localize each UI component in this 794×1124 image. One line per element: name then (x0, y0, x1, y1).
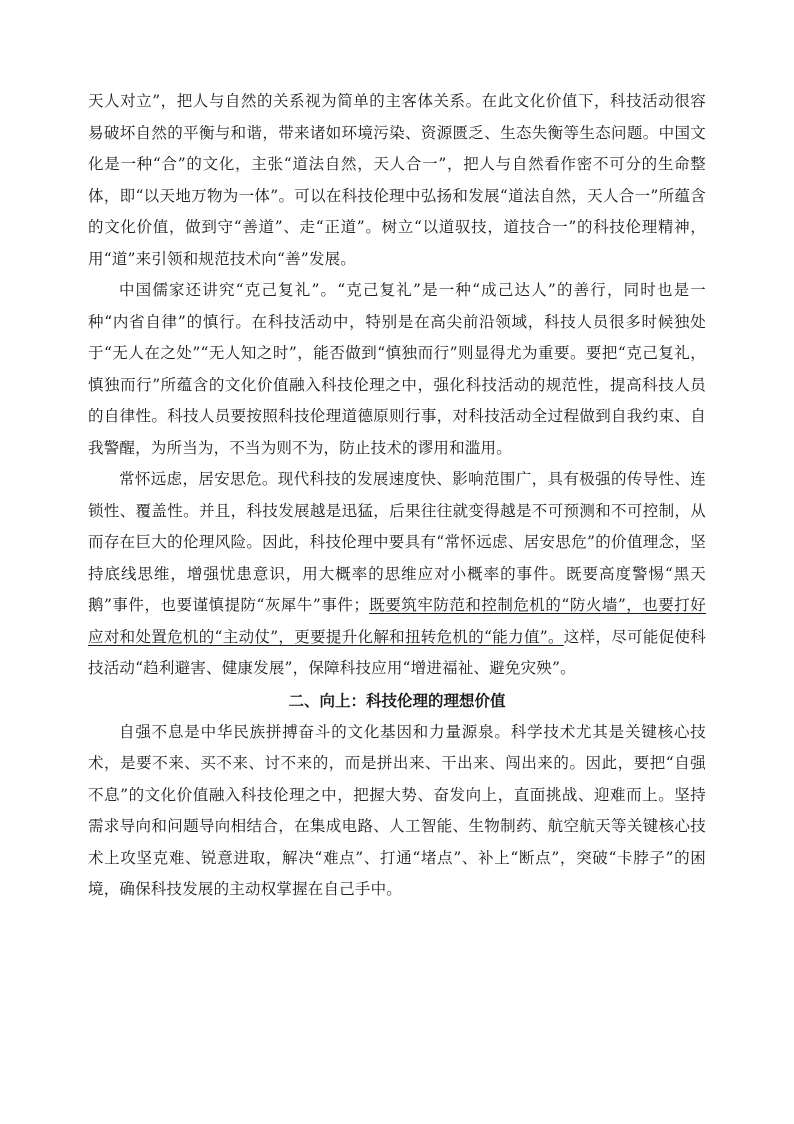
paragraph-3-underlined-text: 既要筑牢防范和控制危机的“防火墙”，也要打好应对和处置危机的“主动仗”，更要提升化解和扭转危机的“能力值”。 (88, 596, 707, 646)
paragraph-3-text-a: 常怀远虑，居安思危。现代科技的发展速度快、影响范围广，具有极强的传导性、连锁性、覆盖性。并且，科技发展越是迅猛，后果往往就变得越是不可预测和不可控制，从而存在巨大的伦理风险。因此，科技伦理中要具有“常怀远虑、居安思危”的价值理念，坚持底线思维，增强忧患意识，用大概率的思维应对小概率的事件。既要高度警惕“黑天鹅”事件，也要谨慎提防“灰犀牛”事件； (88, 470, 706, 614)
section-heading: 二、向上：科技伦理的理想价值 (288, 691, 506, 710)
paragraph-2: 中国儒家还讲究“克己复礼”。“克己复礼”是一种“成己达人”的善行，同时也是一种“内省自律”的慎行。在科技活动中，特别是在高尖前沿领域，科技人员很多时候独处于“无人在之处”“无人知之时”，能否做到“慎独而行”则显得尤为重要。要把“克己复礼，慎独而行”所蕴含的文化价值融入科技伦理之中，强化科技活动的规范性，提高科技人员的自律性。科技人员要按照科技伦理道德原则行事，对科技活动全过程做到自我约束、自我警醒，为所当为，不当为则不为，防止技术的谬用和滥用。 (88, 281, 706, 457)
document-body (88, 86, 706, 906)
paragraph-1: 天人对立”，把人与自然的关系视为简单的主客体关系。在此文化价值下，科技活动很容易破坏自然的平衡与和谐，带来诸如环境污染、资源匮乏、生态失衡等生态问题。中国文化是一种“合”的文化，主张“道法自然，天人合一”，把人与自然看作密不可分的生命整体，即“以天地万物为一体”。可以在科技伦理中弘扬和发展“道法自然，天人合一”所蕴含的文化价值，做到守“善道”、走“正道”。树立“以道驭技，道技合一”的科技伦理精神，用“道”来引领和规范技术向“善”发展。 (88, 92, 706, 268)
paragraph-3 (88, 464, 706, 685)
paragraph-3-text-c: 这样，尽可能促使科技活动“趋利避害、健康发展”，保障科技应用“增进福祉、避免灾殃”。 (88, 627, 706, 677)
paragraph-4: 自强不息是中华民族拼搏奋斗的文化基因和力量源泉。科学技术尤其是关键核心技术，是要不来、买不来、讨不来的，而是拼出来、干出来、闯出来的。因此，要把“自强不息”的文化价值融入科技伦理之中，把握大势、奋发向上，直面挑战、迎难而上。坚持需求导向和问题导向相结合，在集成电路、人工智能、生物制药、航空航天等关键核心技术上攻坚克难、锐意进取，解决“难点”、打通“堵点”、补上“断点”，突破“卡脖子”的困境，确保科技发展的主动权掌握在自己手中。 (88, 722, 706, 898)
